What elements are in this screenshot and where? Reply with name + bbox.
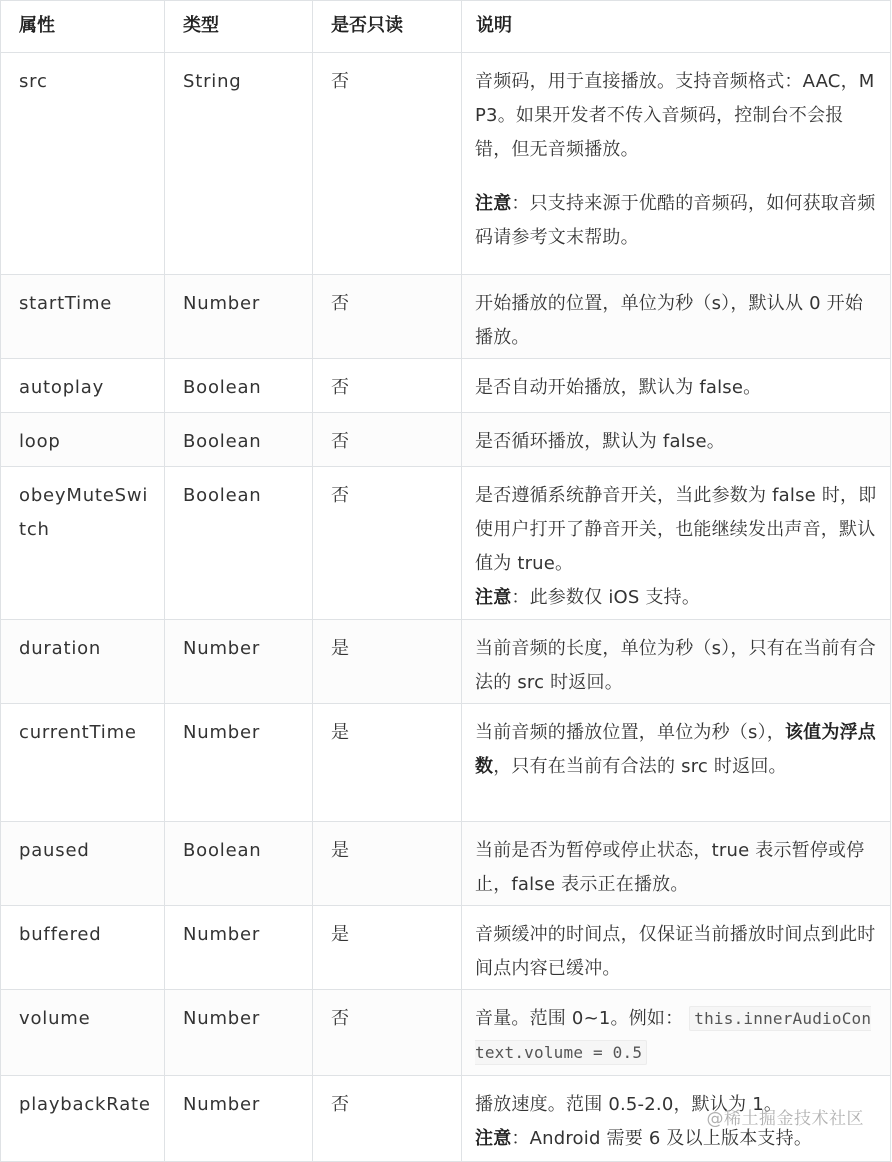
prop-type: Number <box>165 620 313 704</box>
table-row <box>1 704 891 822</box>
prop-description <box>462 53 891 275</box>
prop-name: obeyMuteSwitch <box>1 467 165 620</box>
prop-name: src <box>1 53 165 275</box>
prop-description: 开始播放的位置，单位为秒（s），默认从 0 开始播放。 <box>462 275 891 359</box>
header-type: 类型 <box>165 1 313 53</box>
table-row <box>1 359 891 413</box>
prop-name: loop <box>1 413 165 467</box>
prop-name: autoplay <box>1 359 165 413</box>
description-text: 音频码，用于直接播放。支持音频格式：AAC，MP3。如果开发者不传入音频码，控制台不会报错，但无音频播放。 <box>475 71 875 160</box>
table-row <box>1 413 891 467</box>
prop-readonly: 否 <box>313 413 462 467</box>
prop-description: 音频缓冲的时间点，仅保证当前播放时间点到此时间点内容已缓冲。 <box>462 906 891 990</box>
table-row <box>1 906 891 990</box>
prop-readonly: 否 <box>313 1076 462 1162</box>
prop-readonly: 是 <box>313 822 462 906</box>
prop-description: 是否循环播放，默认为 false。 <box>462 413 891 467</box>
table-row <box>1 822 891 906</box>
description-text: 音量。范围 0~1。例如： <box>475 1008 684 1029</box>
description-text: ，只有在当前有合法的 src 时返回。 <box>493 756 787 777</box>
prop-description <box>462 704 891 822</box>
prop-description: 当前音频的长度，单位为秒（s），只有在当前有合法的 src 时返回。 <box>462 620 891 704</box>
prop-readonly: 是 <box>313 704 462 822</box>
prop-name: paused <box>1 822 165 906</box>
prop-name: volume <box>1 990 165 1076</box>
prop-name: buffered <box>1 906 165 990</box>
watermark: @稀土掘金技术社区 <box>706 1109 864 1129</box>
prop-type: Boolean <box>165 359 313 413</box>
prop-type: Number <box>165 704 313 822</box>
code-snippet: this.innerAudioContext.volume = 0.5 <box>475 1006 871 1065</box>
note-text: ：此参数仅 iOS 支持。 <box>511 587 701 608</box>
prop-type: Number <box>165 906 313 990</box>
prop-description <box>462 467 891 620</box>
prop-readonly: 否 <box>313 53 462 275</box>
prop-name: playbackRate <box>1 1076 165 1162</box>
table-row <box>1 620 891 704</box>
prop-readonly: 否 <box>313 467 462 620</box>
note-label: 注意 <box>475 193 512 214</box>
header-readonly: 是否只读 <box>313 1 462 53</box>
prop-readonly: 否 <box>313 990 462 1076</box>
note-label: 注意 <box>475 1128 512 1149</box>
table-row <box>1 990 891 1076</box>
description-emphasis: 该值为浮点数 <box>475 722 876 777</box>
header-description: 说明 <box>462 1 891 53</box>
table-row <box>1 53 891 275</box>
prop-name: currentTime <box>1 704 165 822</box>
prop-type: Number <box>165 990 313 1076</box>
header-property: 属性 <box>1 1 165 53</box>
prop-type: String <box>165 53 313 275</box>
prop-type: Boolean <box>165 467 313 620</box>
table-row <box>1 467 891 620</box>
prop-type: Number <box>165 1076 313 1162</box>
note-text: ：Android 需要 6 及以上版本支持。 <box>511 1128 813 1149</box>
prop-name: duration <box>1 620 165 704</box>
prop-readonly: 否 <box>313 275 462 359</box>
prop-type: Boolean <box>165 413 313 467</box>
prop-readonly: 否 <box>313 359 462 413</box>
prop-description: 是否自动开始播放，默认为 false。 <box>462 359 891 413</box>
description-text: 播放速度。范围 0.5-2.0，默认为 1。 <box>475 1094 783 1115</box>
note-label: 注意 <box>475 587 512 608</box>
prop-type: Boolean <box>165 822 313 906</box>
prop-type: Number <box>165 275 313 359</box>
prop-name: startTime <box>1 275 165 359</box>
prop-readonly: 是 <box>313 620 462 704</box>
description-text: 是否遵循系统静音开关，当此参数为 false 时，即使用户打开了静音开关，也能继续发出声音，默认值为 true。 <box>475 485 877 574</box>
description-text: 当前音频的播放位置，单位为秒（s）， <box>475 722 785 743</box>
table-row <box>1 275 891 359</box>
note-text: ：只支持来源于优酷的音频码，如何获取音频码请参考文末帮助。 <box>475 193 876 248</box>
prop-description: 当前是否为暂停或停止状态，true 表示暂停或停止，false 表示正在播放。 <box>462 822 891 906</box>
table-header-row <box>1 1 891 53</box>
prop-readonly: 是 <box>313 906 462 990</box>
prop-description <box>462 990 891 1076</box>
